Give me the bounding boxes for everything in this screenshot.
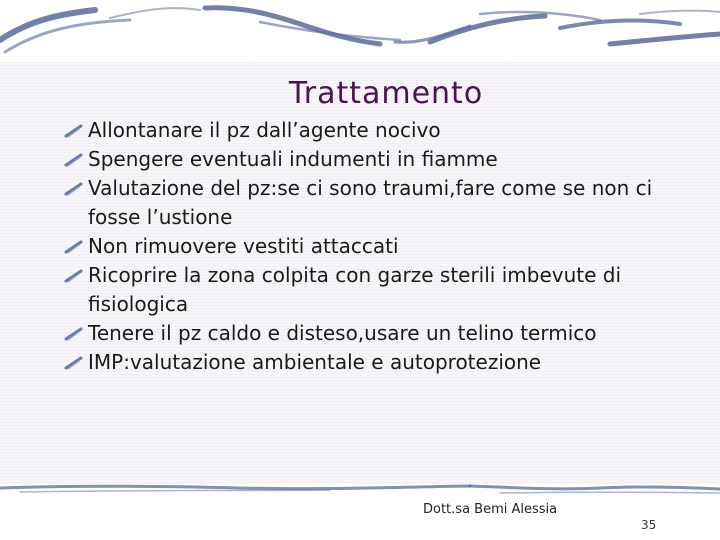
bullet-item	[64, 232, 684, 261]
pen-stroke-bullet-icon	[64, 326, 84, 342]
slide-title-text: Trattamento	[288, 76, 484, 111]
page-number: 35	[641, 518, 657, 532]
bullet-text: Allontanare il pz dall’agente nocivo	[88, 118, 441, 142]
pen-stroke-bullet-icon	[64, 268, 84, 284]
bullet-item	[64, 319, 684, 348]
bullet-text: Tenere il pz caldo e disteso,usare un telino termico	[88, 321, 597, 345]
pen-stroke-bullet-icon	[64, 239, 84, 255]
bullet-item	[64, 174, 684, 232]
bullet-text: Valutazione del pz:se ci sono traumi,fare come se non ci fosse l’ustione	[88, 176, 653, 229]
footer-brush-decoration	[0, 480, 720, 500]
bullet-text: IMP:valutazione ambientale e autoprotezione	[88, 350, 542, 374]
slide-title	[0, 76, 720, 111]
bullet-text: Non rimuovere vestiti attaccati	[88, 234, 399, 258]
bullet-item	[64, 348, 684, 377]
bullet-list	[64, 116, 684, 377]
bullet-text: Spengere eventuali indumenti in fiamme	[88, 147, 498, 171]
pen-stroke-bullet-icon	[64, 123, 84, 139]
bullet-text: Ricoprire la zona colpita con garze sterili imbevute di fisiologica	[88, 263, 622, 316]
bullet-item	[64, 261, 684, 319]
pen-stroke-bullet-icon	[64, 181, 84, 197]
pen-stroke-bullet-icon	[64, 152, 84, 168]
footer-author: Dott.sa Bemi Alessia	[423, 502, 558, 517]
bullet-item	[64, 116, 684, 145]
bullet-item	[64, 145, 684, 174]
pen-stroke-bullet-icon	[64, 355, 84, 371]
header-brush-decoration	[0, 0, 720, 62]
